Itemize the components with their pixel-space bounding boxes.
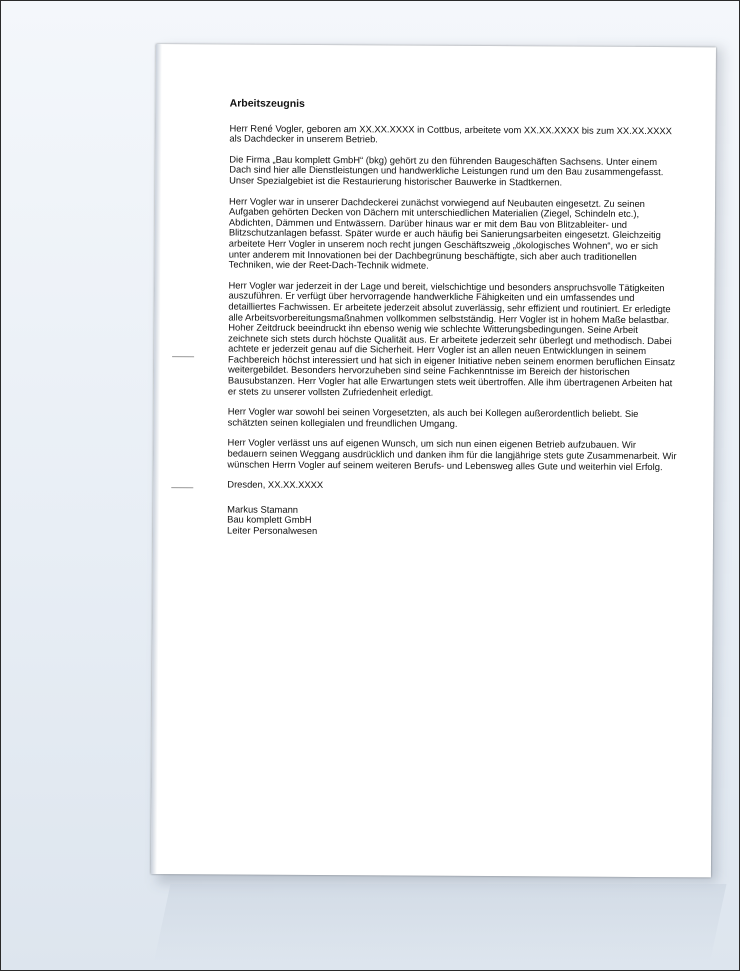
signature-block [227, 504, 677, 539]
signature-name: Markus Stamann [227, 503, 299, 515]
fold-mark-middle [171, 487, 193, 488]
fold-mark-top [172, 356, 194, 357]
paragraph-conduct: Herr Vogler war sowohl bei seinen Vorgesetzten, als auch bei Kollegen außerordentlich beliebt. Sie schätzten seinen kollegialen und freundlichen Umgang. [227, 405, 639, 429]
document-body [227, 98, 680, 538]
place-date: Dresden, XX.XX.XXXX [227, 478, 324, 491]
paragraph-closing: Herr Vogler verlässt uns auf eigenen Wunsch, um sich nun einen eigenen Betrieb aufzubauen. Wir bedauern seinen Weggang ausdrücklich und danken ihm für die langjährige stets gute Zusammenarbeit. Wir wünschen Herrn Vogler auf seinem weiteren Berufs- und Lebensweg alles Gute und weiterhin viel Erfolg. [227, 436, 677, 472]
paragraph-intro: Herr René Vogler, geboren am XX.XX.XXXX in Cottbus, arbeitete vom XX.XX.XXXX bis zum XX.XX.XXXX als Dachdecker in unserem Betrieb. [229, 122, 672, 145]
paragraph-company: Die Firma „Bau komplett GmbH“ (bkg) gehört zu den führenden Baugeschäften Sachsens. Unter einem Dach sind hier alle Dienstleistungen und handwerkliche Leistungen rund um den Bau zusammengefasst. Unser Spezialgebiet ist die Restaurierung historischer Bauwerke in Stadtkernen. [229, 153, 664, 188]
document-page [151, 44, 716, 877]
page-reflection [153, 884, 726, 964]
signature-position: Leiter Personalwesen [226, 524, 318, 536]
paragraph-performance: Herr Vogler war jederzeit in der Lage und bereit, vielschichtige und besonders anspruchsvolle Tätigkeiten auszuführen. Er verfügt über hervorragende handwerkliche Fähigkeiten und ein umfassendes und detailliertes Fachwissen. Er arbeitete jederzeit absolut zuverlässig, sehr effizient und routiniert. Er erledigte alle Arbeitsvorbereitungsmaßnahmen vollkommen selbstständig. Herr Vogler ist in hohem Maße belastbar. Hoher Zeitdruck beeindruckt ihn ebenso wenig wie schlechte Witterungsbedingungen. Seine Arbeit zeichnete sich stets durch höchste Qualität aus. Er arbeitete jederzeit sehr überlegt und methodisch. Dabei achtete er jederzeit genau auf die Sicherheit. Herr Vogler ist an allen neuen Entwicklungen in seinem Fachbereich höchst interessiert und hat sich in eigener Initiative neben seinem enormen beruflichen Einsatz weitergebildet. Besonders hervorzuheben sind seine Fachkenntnisse im Bereich der historischen Bausubstanzen. Herr Vogler hat alle Erwartungen stets weit übertroffen. Alle ihm übertragenen Arbeiten hat er stets zu unserer vollsten Zufriedenheit erledigt. [227, 279, 676, 398]
page-edge [151, 44, 162, 874]
document-title: Arbeitszeugnis [229, 97, 305, 110]
paragraph-tasks: Herr Vogler war in unserer Dachdeckerei zunächst vorwiegend auf Neubauten eingesetzt. Zu seinen Aufgaben gehörten Decken von Dächern mit unterschiedlichen Materialien (Ziegel, Schindeln etc.), Abdichten, Dämmen und Entwässern. Darüber hinaus war er mit dem Bau von Blitzableiter- und Blitzschutzanlagen befasst. Später wurde er auch häufig bei Sanierungsarbeiten eingesetzt. Gleichzeitig arbeitete Herr Vogler in unserem noch recht jungen Geschäftszweig „ökologisches Wohnen“, wo er sich unter anderem mit Innovationen bei der Dachbegrünung beschäftigte, sich aber auch traditionellen Techniken, wie der Reet-Dach-Technik widmete. [228, 195, 661, 271]
signature-company: Bau komplett GmbH [227, 513, 312, 526]
